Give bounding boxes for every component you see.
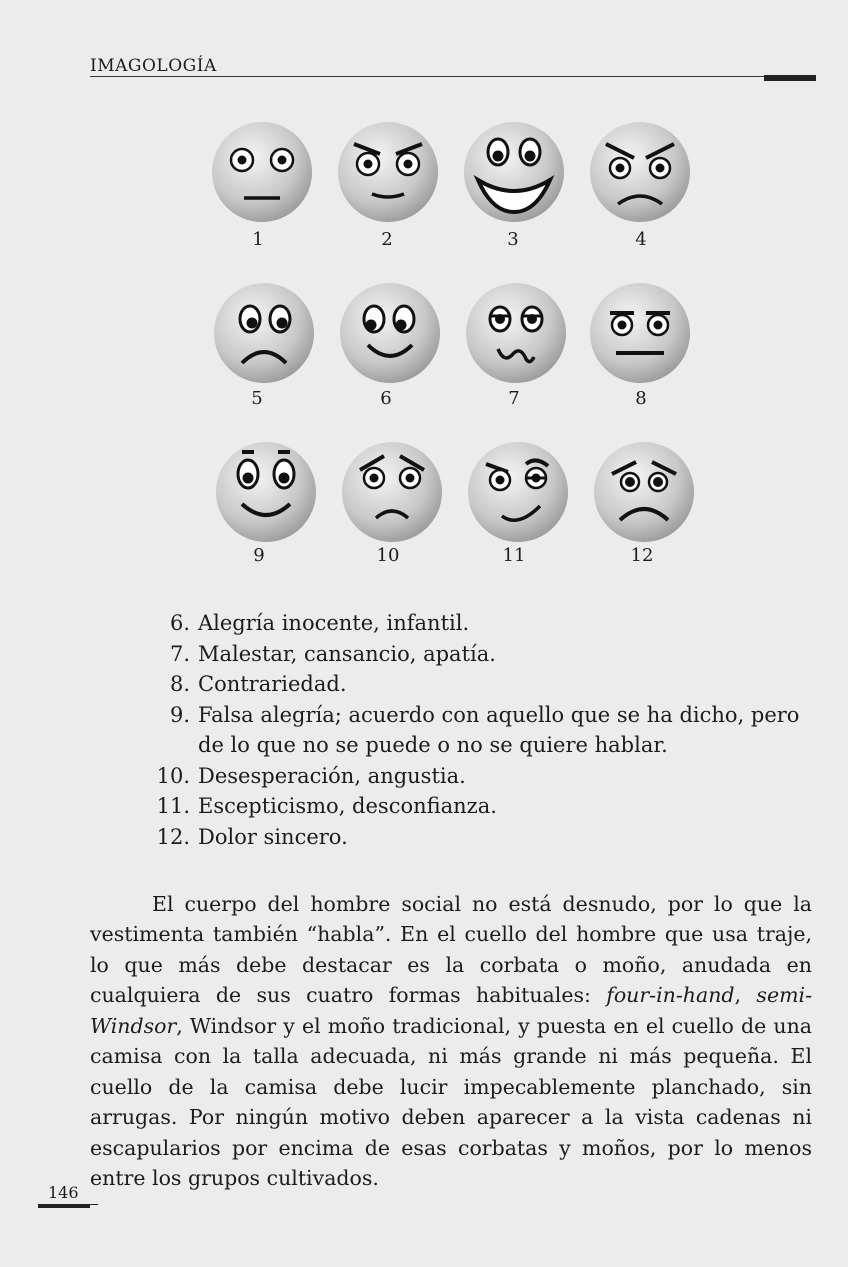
paragraph-text-2: , Windsor y el moño tradicional, y puesta en el cuello de una camisa con la talla adecuada, ni más grande ni más pequeña. El cuello de la camisa debe lucir impecablemente planchado, sin arrugas. Por ningún motivo deben aparecer a la vista cadenas ni escapularios por encima de esas corbatas y moños, por lo menos entre los grupos cultivados. [90, 1013, 812, 1190]
face-1 [212, 122, 312, 222]
paragraph-separator: , [734, 983, 757, 1007]
face-label-9: 9 [253, 545, 265, 566]
face-label-10: 10 [376, 545, 400, 566]
list-text: Alegría inocente, infantil. [198, 611, 470, 635]
running-header: IMAGOLOGÍA [90, 56, 217, 76]
emotion-list [150, 608, 820, 852]
page-number: 146 [48, 1183, 79, 1202]
face-label-3: 3 [507, 229, 519, 250]
body-paragraph [90, 889, 812, 1194]
list-item [150, 669, 820, 700]
face-label-1: 1 [252, 229, 264, 250]
paragraph-text-1: El cuerpo del hombre social no está desnudo, por lo que la vestimenta también “habla”. En el cuello del hombre que usa traje, lo que más debe destacar es la corbata o moño, anudada en cualquiera de sus cuatro formas habituales: [90, 891, 812, 1007]
list-text: Falsa alegría; acuerdo con aquello que se ha dicho, pero de lo que no se puede o no se quiere hablar. [198, 702, 800, 757]
list-number: 12. [156, 824, 190, 849]
face-label-5: 5 [251, 388, 263, 409]
face-label-8: 8 [635, 388, 647, 409]
faces-figure [0, 0, 848, 600]
face-label-12: 12 [630, 545, 654, 566]
list-item [150, 761, 820, 792]
face-6 [340, 283, 440, 383]
face-5 [214, 283, 314, 383]
footer-rule-accent [38, 1204, 90, 1208]
list-number: 8. [169, 672, 190, 696]
face-8 [590, 283, 690, 383]
list-number: 9. [169, 702, 190, 727]
face-9 [216, 442, 316, 542]
face-7 [466, 283, 566, 383]
list-text: Dolor sincero. [198, 824, 348, 849]
list-item [150, 608, 820, 639]
face-10 [342, 442, 442, 542]
list-text: Malestar, cansancio, apatía. [198, 641, 496, 666]
list-item [150, 700, 820, 761]
face-label-6: 6 [380, 388, 392, 409]
list-text: Escepticismo, desconfianza. [198, 794, 497, 818]
face-label-4: 4 [635, 229, 647, 250]
face-label-11: 11 [502, 545, 526, 566]
face-11 [468, 442, 568, 542]
list-text: Desesperación, angustia. [198, 763, 466, 788]
face-label-2: 2 [381, 229, 393, 250]
face-4 [590, 122, 690, 222]
face-3 [464, 122, 564, 222]
paragraph-italic-1: four-in-hand [606, 983, 735, 1007]
list-text: Contrariedad. [198, 672, 347, 696]
list-number: 6. [169, 611, 190, 635]
face-12 [594, 442, 694, 542]
list-number: 11. [156, 794, 190, 818]
face-2 [338, 122, 438, 222]
list-number: 10. [156, 763, 190, 788]
list-item [150, 791, 820, 822]
list-item [150, 822, 820, 853]
paragraph-italic-2: semi-Windsor [90, 983, 812, 1038]
face-label-7: 7 [508, 388, 520, 409]
list-item [150, 639, 820, 670]
list-number: 7. [169, 641, 190, 666]
